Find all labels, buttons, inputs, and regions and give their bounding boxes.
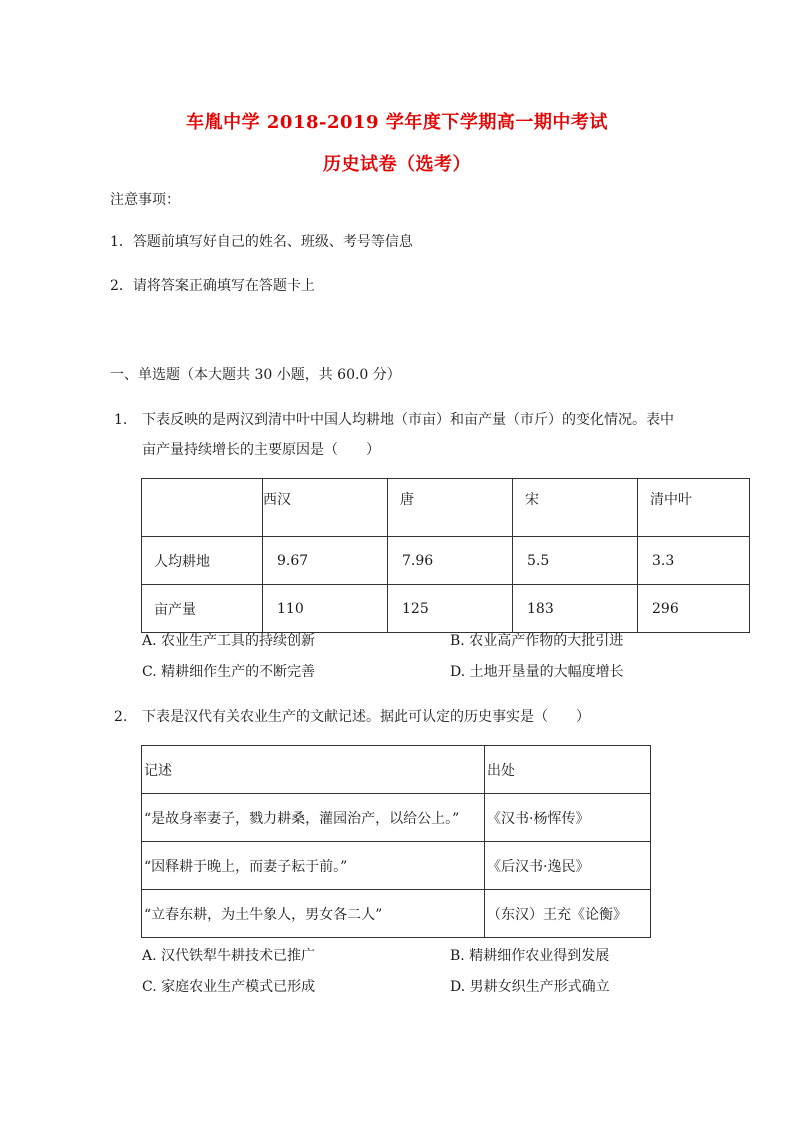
note-item-2: 2．请将答案正确填写在答题卡上 [110, 278, 315, 294]
table-row [142, 537, 750, 585]
table-header-label: 出处 [487, 762, 515, 779]
q1-option-b: B. 农业高产作物的大批引进 [450, 633, 624, 649]
table-cell [485, 842, 651, 890]
table-cell: 3.3 [638, 537, 750, 585]
table-cell [485, 794, 651, 842]
table-cell: 183 [513, 585, 638, 633]
table-cell [142, 890, 485, 938]
exam-subtitle: 历史试卷（选考） [323, 154, 471, 175]
q1-stem-line1: 下表反映的是两汉到清中叶中国人均耕地（市亩）和亩产量（市斤）的变化情况。表中 [142, 412, 674, 428]
table-cell: 人均耕地 [142, 537, 263, 585]
table-cell-text: 《汉书·杨恽传》 [487, 810, 590, 827]
table-row [142, 890, 651, 938]
table-cell-text: 《后汉书·逸民》 [487, 858, 590, 875]
table-header-label: 记述 [144, 762, 172, 779]
table-header-cell [485, 746, 651, 794]
q1-stem-line2: 亩产量持续增长的主要原因是（ ） [142, 442, 380, 458]
notes-heading: 注意事项： [110, 192, 180, 208]
table-cell [142, 479, 263, 537]
q2-number: 2. [114, 709, 128, 725]
q2-stem-line1: 下表是汉代有关农业生产的文献记述。据此可认定的历史事实是（ ） [142, 709, 590, 725]
q2-option-c: C. 家庭农业生产模式已形成 [142, 979, 316, 995]
table-header-cell [142, 746, 485, 794]
table-cell [142, 794, 485, 842]
table-row [142, 585, 750, 633]
q1-table [141, 478, 750, 633]
table-cell-text: “立春东耕，为土牛象人，男女各二人” [144, 906, 383, 923]
q1-option-a: A. 农业生产工具的持续创新 [142, 633, 316, 649]
table-cell [142, 842, 485, 890]
table-cell: 110 [263, 585, 388, 633]
section-heading: 一、单选题（本大题共 30 小题，共 60.0 分） [110, 367, 401, 383]
table-cell: 125 [388, 585, 513, 633]
table-cell-text: （东汉）王充《论衡》 [487, 906, 627, 923]
table-header-row [142, 479, 750, 537]
note-item-1: 1．答题前填写好自己的姓名、班级、考号等信息 [110, 234, 413, 250]
table-header-row [142, 746, 651, 794]
q1-option-d: D. 土地开垦量的大幅度增长 [450, 664, 624, 680]
table-cell-text: “因释耕于晚上，而妻子耘于前。” [144, 858, 348, 875]
q2-option-a: A. 汉代铁犁牛耕技术已推广 [142, 948, 316, 964]
table-header-cell: 清中叶 [638, 479, 750, 537]
table-row [142, 794, 651, 842]
q2-option-d: D. 男耕女织生产形式确立 [450, 979, 610, 995]
table-cell: 296 [638, 585, 750, 633]
table-cell: 7.96 [388, 537, 513, 585]
table-row [142, 842, 651, 890]
table-cell: 5.5 [513, 537, 638, 585]
q2-option-b: B. 精耕细作农业得到发展 [450, 948, 610, 964]
table-header-cell: 唐 [388, 479, 513, 537]
table-header-cell: 西汉 [263, 479, 388, 537]
table-cell-text: “是故身率妻子，戮力耕桑，灌园治产，以给公上。” [144, 810, 460, 827]
table-cell: 亩产量 [142, 585, 263, 633]
exam-title: 车胤中学 2018-2019 学年度下学期高一期中考试 [186, 112, 608, 133]
q1-option-c: C. 精耕细作生产的不断完善 [142, 664, 316, 680]
q2-table [141, 745, 651, 938]
q1-number: 1. [114, 412, 128, 428]
table-header-cell: 宋 [513, 479, 638, 537]
table-cell [485, 890, 651, 938]
table-cell: 9.67 [263, 537, 388, 585]
